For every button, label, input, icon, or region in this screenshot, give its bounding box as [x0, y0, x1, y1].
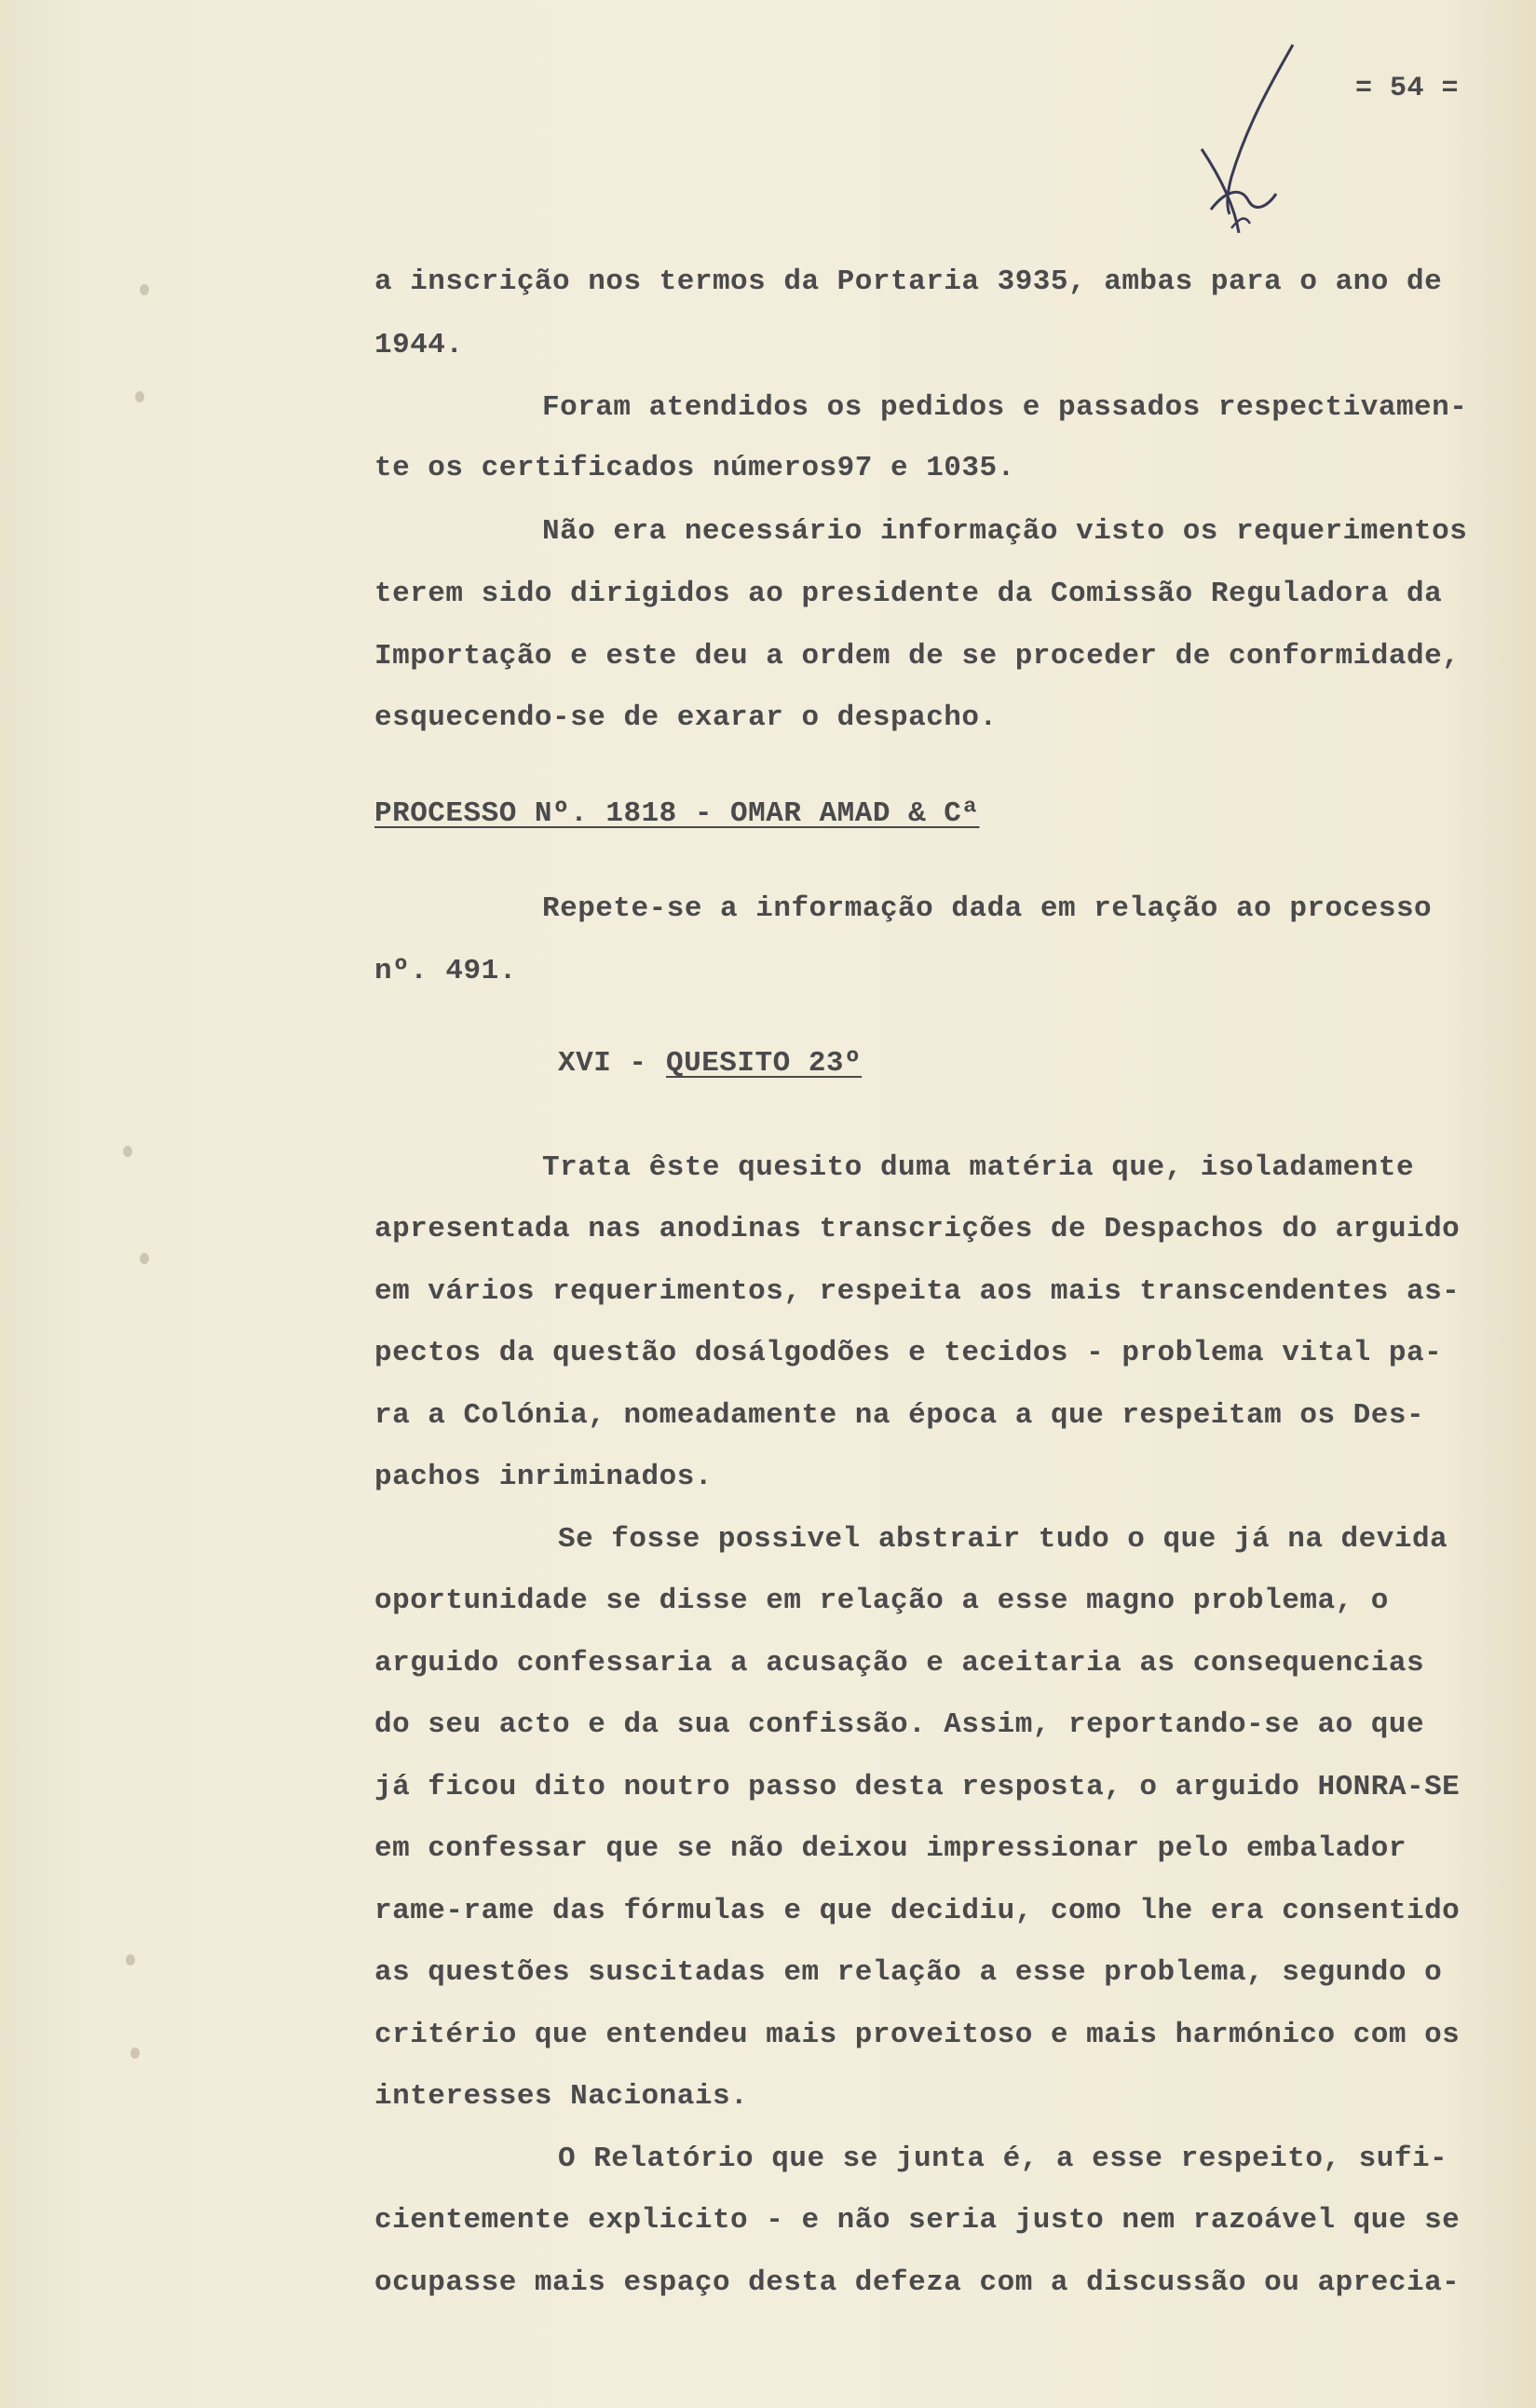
text-line: Não era necessário informação visto os requerimentos — [542, 515, 1468, 548]
text-line: oportunidade se disse em relação a esse magno problema, o — [374, 1585, 1389, 1617]
margin-mark — [123, 1146, 132, 1157]
text-line: pectos da questão dosálgodões e tecidos - problema vital pa- — [374, 1337, 1443, 1369]
text-line: O Relatório que se junta é, a esse respeito, sufi- — [558, 2143, 1448, 2175]
text-line: em confessar que se não deixou impressionar pelo embalador — [374, 1832, 1407, 1865]
text-line: ocupasse mais espaço desta defeza com a discussão ou aprecia- — [374, 2266, 1461, 2299]
text-line: Se fosse possivel abstrair tudo o que já na devida — [558, 1523, 1448, 1556]
text-line: em vários requerimentos, respeita aos mais transcendentes as- — [374, 1275, 1461, 1308]
margin-mark — [130, 2047, 140, 2059]
text-line: as questões suscitadas em relação a esse problema, segundo o — [374, 1956, 1443, 1989]
text-line: te os certificados números97 e 1035. — [374, 452, 1015, 484]
text-line: já ficou dito noutro passo desta resposta, o arguido HONRA-SE — [374, 1771, 1461, 1803]
section-heading-quesito: QUESITO 23º — [666, 1047, 863, 1080]
text-line: rame-rame das fórmulas e que decidiu, como lhe era consentido — [374, 1895, 1461, 1927]
text-line: do seu acto e da sua confissão. Assim, reportando-se ao que — [374, 1708, 1425, 1741]
text-line: arguido confessaria a acusação e aceitaria as consequencias — [374, 1647, 1425, 1680]
margin-mark — [140, 1253, 149, 1264]
section-heading-roman: XVI - — [558, 1047, 665, 1080]
margin-mark — [126, 1954, 135, 1966]
text-line: nº. 491. — [374, 955, 517, 987]
text-line: terem sido dirigidos ao presidente da Comissão Reguladora da — [374, 578, 1443, 610]
text-line: interesses Nacionais. — [374, 2080, 749, 2113]
text-line: Importação e este deu a ordem de se proceder de conformidade, — [374, 640, 1461, 673]
text-line: cientemente explicito - e não seria justo nem razoável que se — [374, 2204, 1461, 2237]
handwritten-initials-icon — [1183, 37, 1332, 261]
text-line: apresentada nas anodinas transcrições de Despachos do arguido — [374, 1213, 1461, 1245]
text-line: a inscrição nos termos da Portaria 3935, ambas para o ano de — [374, 265, 1443, 298]
text-line: pachos inriminados. — [374, 1461, 713, 1493]
text-line: Foram atendidos os pedidos e passados respectivamen- — [542, 391, 1468, 424]
text-line: esquecendo-se de exarar o despacho. — [374, 701, 998, 734]
margin-mark — [140, 284, 149, 295]
page-number: = 54 = — [1355, 73, 1460, 104]
text-line: ra a Colónia, nomeadamente na época a que respeitam os Des- — [374, 1399, 1425, 1432]
text-line: critério que entendeu mais proveitoso e mais harmónico com os — [374, 2019, 1461, 2051]
section-heading-processo: PROCESSO Nº. 1818 - OMAR AMAD & Cª — [374, 797, 980, 830]
margin-mark — [135, 391, 144, 402]
text-line: 1944. — [374, 329, 464, 361]
text-line: Repete-se a informação dada em relação ao processo — [542, 892, 1433, 925]
text-line: Trata êste quesito duma matéria que, isoladamente — [542, 1151, 1415, 1184]
